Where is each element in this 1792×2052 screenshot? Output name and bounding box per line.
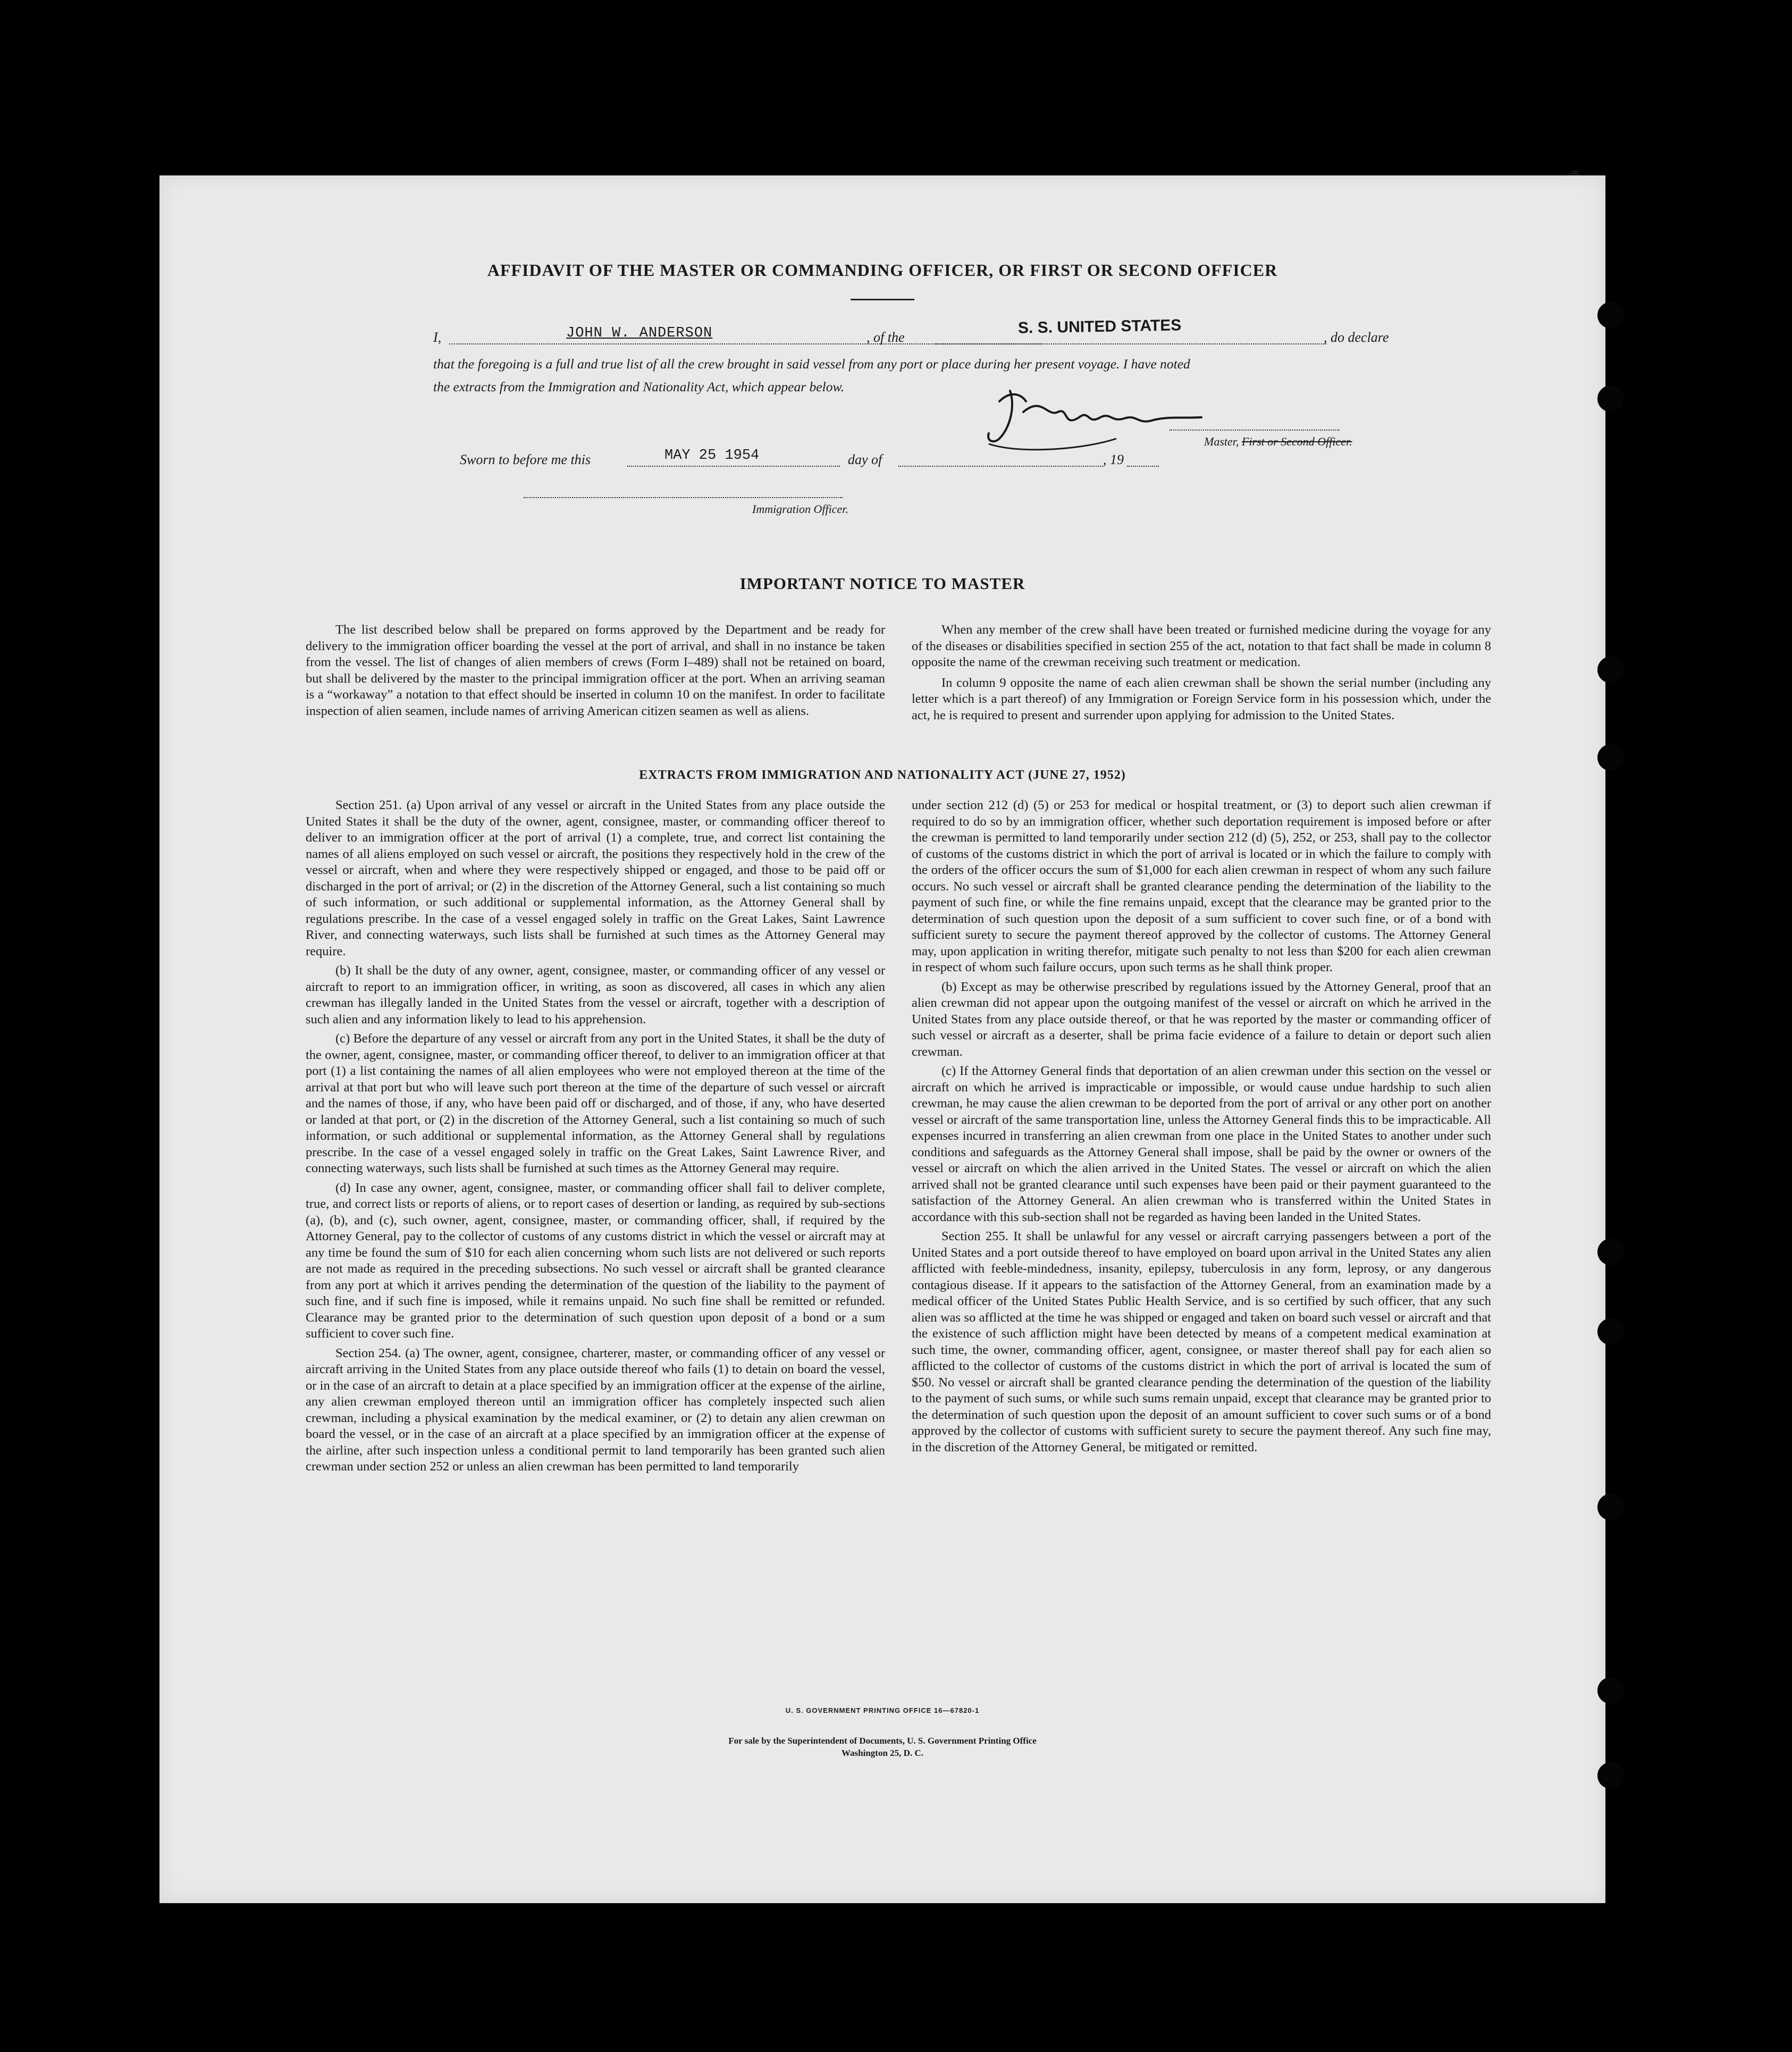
notice-paragraph: In column 9 opposite the name of each alien crewman shall be shown the serial number (including any letter which is a part thereof) of any Immigration or Foreign Service form in his possession which, under the act, he is required to present and surrender upon applying for admission to the United States. [912,675,1491,722]
master-label [1204,435,1352,449]
signature-line [1170,430,1340,431]
section-paragraph: (b) It shall be the duty of any owner, agent, consignee, master, or commanding officer of any vessel or aircraft to report to an immigration officer, in writing, as soon as discovered, all cases in which any alien crewman has illegally landed in the United States from the vessel or aircraft, together with a description of such alien and any information likely to lead to his apprehension. [306,963,885,1027]
extracts-title: EXTRACTS FROM IMMIGRATION AND NATIONALITY ACT (JUNE 27, 1952) [639,768,1126,782]
extracts-left-column [306,797,885,1478]
sale-line-2: Washington 25, D. C. [842,1748,923,1758]
notice-paragraph: The list described below shall be prepared on forms approved by the Department and be ready for delivery to the immigration officer boarding the vessel at the port of arrival, and shall in no instance be taken from the vessel. The list of changes of alien members of crews (Form I–489) shall not be retained on board, but shall be delivered by the master to the principal immigration officer at the port. When an arriving seaman is a “workaway” a notation to that effect should be inserted in column 10 on the manifest. In order to facilitate inspection of alien seamen, include names of arriving American citizen seamen as well as aliens. [306,623,885,718]
section-paragraph: (c) Before the departure of any vessel or aircraft from any port in the United States, it shall be the duty of the owner, agent, consignee, master, or commanding officer thereof, to deliver to an immigration officer at that port (1) a list containing the names of all alien employees who were not employed thereon at the time of the arrival at that port but who will leave such port thereon at the time of the departure of such vessel or aircraft and the names of those, if any, who have been paid off or discharged, and of those, if any, who have deserted or landed at that port, or (2) in the discretion of the Attorney General, such a list containing so much of such information, or such additional or supplemental information, as the Attorney General shall by regulations prescribe. In the case of a vessel engaged solely in traffic on the Great Lakes, Saint Lawrence River, and connecting waterways, such lists shall be furnished at such times as the Attorney General may require. [306,1031,885,1175]
punch-hole [1597,1494,1624,1520]
section-paragraph: (c) If the Attorney General finds that deportation of an alien crewman under this section on the vessel or aircraft on which he arrived is impracticable or impossible, or would cause undue hardship to such alien crewman, he may cause the alien crewman to be deported from the port of arrival or any other port on another vessel or aircraft of the same transportation line, unless the Attorney General finds this to be impracticable. All expenses incurred in transferring an alien crewman from one place in the United States to another under such conditions and safeguards as the Attorney General shall impose, shall be paid by the owner or owners of the vessel or aircraft on which the alien arrived in the United States. The vessel or aircraft on which the alien arrived shall not be granted clearance until such expenses have been paid or their payment guaranteed to the satisfaction of the Attorney General. An alien crewman who is transferred within the United States in accordance with this sub-section shall not be regarded as having been landed in the United States. [912,1064,1491,1224]
day-of-label: day of [848,452,882,467]
year-line [1127,466,1159,467]
immigration-officer-label: Immigration Officer. [752,502,848,516]
statement-line-2: the extracts from the Immigration and Nationality Act, which appear below. [433,379,844,394]
extracts-right-column [912,797,1491,1459]
sale-line-1: For sale by the Superintendent of Documents, U. S. Government Printing Office [728,1736,1037,1746]
notice-paragraph: When any member of the crew shall have been treated or furnished medicine during the voyage for any of the diseases or disabilities specified in section 255 of the act, notation to that fact shall be made in column 8 opposite the name of the crewman receiving such treatment or medication. [912,623,1491,669]
affidavit-title: AFFIDAVIT OF THE MASTER OR COMMANDING OFFICER, OR FIRST OR SECOND OFFICER [487,260,1278,280]
printing-office-line: U. S. GOVERNMENT PRINTING OFFICE 16—67820-1 [785,1706,980,1714]
vessel-line [936,343,1326,344]
declarant-name: JOHN W. ANDERSON [566,325,713,341]
master-text: Master, [1204,435,1239,448]
sworn-date-line [627,466,840,467]
officer-signature-line [524,497,843,498]
declarant-prefix: I, [433,330,442,345]
section-paragraph: Section 251. (a) Upon arrival of any vessel or aircraft in the United States from any place outside the United States it shall be the duty of the owner, agent, consignee, master, or commanding officer thereof to deliver to an immigration officer at the port of arrival (1) a complete, true, and correct list containing the names of all aliens employed on such vessel or aircraft, the positions they respectively hold in the crew of the vessel or aircraft, when and where they were respectively shipped or engaged, and those to be paid off or discharged in the port of arrival; or (2) in the discretion of the Attorney General, such a list containing so much of such information, or such additional or supplemental information, as the Attorney General shall by regulations prescribe. In the case of a vessel engaged solely in traffic on the Great Lakes, Saint Lawrence River, and connecting waterways, such lists shall be furnished at such times as the Attorney General may require. [306,798,885,958]
statement-line-1: that the foregoing is a full and true list of all the crew brought in said vessel from any port or place during her present voyage. I have noted [433,356,1190,372]
sworn-label: Sworn to before me this [460,452,591,467]
document-page [159,175,1605,1903]
section-paragraph: (b) Except as may be otherwise prescribed by regulations issued by the Attorney General, proof that an alien crewman did not appear upon the outgoing manifest of the vessel or aircraft on which he arrived in the United States from any place outside thereof, or that he was reported by the master or commanding officer of such vessel or aircraft as a deserter, shall be prima facie evidence of a failure to detain or deport such alien crewman. [912,979,1491,1059]
struck-officer-text: First or Second Officer. [1241,435,1352,448]
punch-hole [1597,1762,1624,1789]
section-paragraph: Section 255. It shall be unlawful for any vessel or aircraft carrying passengers between a port of the United States and a port outside thereof to have employed on board upon arrival in the United States any alien afflicted with feeble-mindedness, insanity, epilepsy, tuberculosis in any form, leprosy, or any dangerous contagious disease. If it appears to the satisfaction of the Attorney General, from an examination made by a medical officer of the United States Public Health Service, and is so certified by such officer, that any such alien was so afflicted at the time he was shipped or engaged and taken on board such vessel or aircraft and that the existence of such affliction might have been detected by means of a competent medical examination at such time, the owner, commanding officer, agent, consignee, or master thereof shall pay for each alien so afflicted to the collector of customs of the customs district in which the port of arrival is located the sum of $50. No vessel or aircraft shall be granted clearance pending the determination of the question of the liability to the payment of such sums, or while such sums remain unpaid, except that clearance may be granted prior to the determination of such question upon the deposit of an amount sufficient to cover such sums or of a bond approved by the collector of customs with sufficient surety to secure the payment thereof. Any such fine may, in the discretion of the Attorney General, be mitigated or remitted. [912,1229,1491,1454]
punch-hole [1597,302,1624,329]
punch-hole [1597,1239,1624,1265]
do-declare-label: , do declare [1324,330,1389,345]
sworn-date: MAY 25 1954 [664,448,760,464]
year-label: , 19 [1103,452,1124,467]
month-line [898,466,1103,467]
punch-hole [1597,385,1624,412]
punch-hole [1597,657,1624,683]
notice-left-column [306,622,885,724]
of-the-label: , of the [866,330,905,345]
punch-hole [1597,1318,1624,1345]
notice-title: IMPORTANT NOTICE TO MASTER [739,574,1025,593]
punch-hole [1597,744,1624,771]
section-paragraph: under section 212 (d) (5) or 253 for medical or hospital treatment, or (3) to deport such alien crewman if required to do so by an immigration officer, whether such deportation requirement is imposed before or after the crewman is permitted to land temporarily under section 212 (d) (5), 252, or 253, shall pay to the collector of customs of the customs district in which the port of arrival is located or in which the failure to comply with the orders of the officer occurs the sum of $1,000 for each alien crewman in respect of whom any such failure occurs. No such vessel or aircraft shall be granted clearance pending the determination of the liability to the payment of such fine, or while the fine remains unpaid, except that the clearance may be granted prior to the determination of such question upon the deposit of a sum sufficient to cover such fine, or of a bond with sufficient surety to secure the payment thereof approved by the collector of customs. The Attorney General may, upon application in writing therefor, mitigate such penalty to not less than $200 for each alien crewman in respect of whom such failure occurs, upon such terms as he shall think proper. [912,798,1491,974]
section-paragraph: (d) In case any owner, agent, consignee, master, or commanding officer shall fail to deliver complete, true, and correct lists or reports of aliens, or to report cases of desertion or landing, as required by sub-sections (a), (b), and (c), such owner, agent, consignee, master, or commanding officer, shall, if required by the Attorney General, pay to the collector of customs of any customs district in which the vessel or aircraft may at any time be found the sum of $10 for each alien concerning whom such lists are not delivered or such reports are not made as required in the preceding subsections. No such vessel or aircraft shall be granted clearance from any port at which it arrives pending the determination of the question of the liability to the payment of such fine, and if such fine is imposed, while it remains unpaid. No such fine shall be remitted or refunded. Clearance may be granted prior to the determination of such question upon deposit of a bond or a sum sufficient to cover such fine. [306,1180,885,1341]
section-paragraph: Section 254. (a) The owner, agent, consignee, charterer, master, or commanding officer of any vessel or aircraft arriving in the United States from any place outside thereof who fails (1) to detain on board the vessel, or in the case of an aircraft to detain at a place specified by an immigration officer at the expense of the airline, any alien crewman employed thereon until an immigration officer has completely inspected such alien crewman, including a physical examination by the medical examiner, or (2) to detain any alien crewman on board the vessel, or in the case of an aircraft at a place specified by an immigration officer at the expense of the airline, after such inspection unless a conditional permit to land temporarily has been granted such alien crewman under section 252 or unless an alien crewman has been permitted to land temporarily [306,1345,885,1474]
punch-hole [1597,1677,1624,1704]
vessel-name: S. S. UNITED STATES [1017,316,1182,337]
title-rule [851,299,914,300]
notice-right-column [912,622,1491,728]
